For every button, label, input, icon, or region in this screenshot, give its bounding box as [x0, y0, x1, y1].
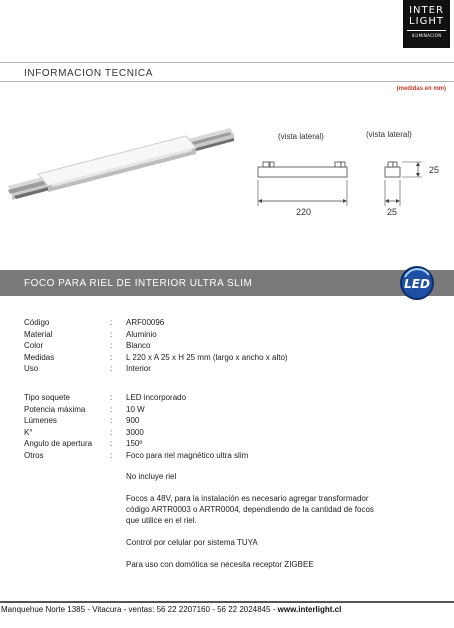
top-divider [0, 62, 454, 63]
note-text: Para uso con domótica se necesita receptor ZIGBEE [126, 560, 314, 569]
spec-row-medidas [24, 352, 434, 364]
spec-label: Lúmenes [24, 416, 57, 425]
technical-drawing [250, 128, 450, 228]
note-tuya [24, 537, 434, 548]
note-text: No incluye riel [126, 472, 177, 481]
magnet-tab-left-2 [270, 162, 274, 167]
note-text: código ARTR0003 o ARTR0004, dependiendo de la cantidad de focos [126, 505, 374, 514]
spec-separator: : [110, 329, 113, 339]
spec-value: Aluminio [126, 329, 157, 339]
spec-label: Otros [24, 450, 44, 460]
footer-address: Manquehue Norte 1385 [1, 605, 86, 614]
side-view-body [258, 167, 347, 177]
spec-value: 900 [126, 416, 140, 425]
spec-separator: : [110, 364, 113, 373]
spec-label: Material [24, 329, 53, 339]
spec-value: Blanco [126, 341, 151, 350]
spec-row-uso [24, 363, 434, 375]
spec-row-color [24, 340, 434, 352]
spec-value: L 220 x A 25 x H 25 mm (largo x ancho x alto) [126, 352, 288, 362]
spec-value: LED incorporado [126, 393, 187, 402]
end-view-tab-2 [393, 162, 397, 167]
spec-separator: : [110, 393, 113, 402]
product-image [8, 124, 236, 204]
spec-label: Color [24, 341, 44, 350]
width-dimension: 25 [387, 207, 398, 217]
footer-separator: - [272, 605, 276, 614]
spec-row-codigo [24, 317, 434, 329]
spec-label: Medidas [24, 352, 55, 362]
footer-phone-2: 56 22 2024845 [217, 605, 271, 614]
logo-line-3: ILUMINACION [407, 30, 446, 38]
spec-sheet [24, 317, 434, 581]
spec-label: Potencia máxima [24, 404, 86, 414]
height-dimension: 25 [429, 165, 440, 175]
spec-value: Interior [126, 364, 151, 373]
footer-separator: - [87, 605, 90, 614]
spec-value: 150º [126, 439, 143, 448]
spec-label: Angulo de apertura [24, 439, 93, 448]
spec-separator: : [110, 450, 113, 460]
led-badge-label: LED [404, 277, 430, 291]
side-view-label-2: (vista lateral) [366, 130, 412, 139]
footer-separator: - [123, 605, 127, 614]
spec-row-tipo-soquete [24, 392, 434, 404]
note-transformer [24, 493, 434, 526]
logo-line-2: LIGHT [409, 16, 444, 27]
spec-row-otros [24, 450, 434, 462]
led-badge [399, 265, 437, 301]
spec-separator: : [110, 318, 113, 327]
footer [1, 605, 454, 614]
side-view-label-1: (vista lateral) [278, 132, 324, 141]
spec-separator: : [110, 352, 113, 362]
brand-logo [403, 0, 450, 48]
product-banner [0, 270, 454, 296]
spec-value: 10 W [126, 404, 145, 414]
spec-row-potencia [24, 404, 434, 416]
spec-separator: : [110, 439, 113, 448]
title-divider [0, 81, 454, 82]
spec-row-kelvin [24, 427, 434, 439]
spec-label: Uso [24, 364, 39, 373]
spec-label: K° [24, 427, 33, 437]
spec-row-material [24, 329, 434, 341]
note-text: que utilice en el riel. [126, 516, 197, 525]
footer-city: Vitacura [92, 605, 122, 614]
website-link[interactable]: www.interlight.cl [277, 605, 342, 614]
length-dimension: 220 [296, 207, 312, 217]
note-text: Focos a 48V, para la instalación es necesario agregar transformador [126, 494, 369, 503]
spec-row-lumenes [24, 415, 434, 427]
footer-separator: - [212, 605, 215, 614]
magnet-tab-left [263, 162, 269, 167]
note-no-rail [24, 471, 434, 482]
spec-row-angulo [24, 438, 434, 450]
note-text: Control por celular por sistema TUYA [126, 538, 258, 547]
footer-divider [0, 601, 454, 603]
spec-label: Código [24, 318, 50, 327]
magnet-tab-right-2 [341, 162, 345, 167]
spec-value: 3000 [126, 427, 144, 437]
units-note: (medidas en mm) [396, 86, 446, 92]
magnet-tab-right [335, 162, 341, 167]
spec-separator: : [110, 341, 113, 350]
spec-separator: : [110, 427, 113, 437]
end-view-body [385, 167, 400, 177]
note-zigbee [24, 559, 434, 570]
spec-separator: : [110, 416, 113, 425]
end-view-tab [388, 162, 393, 167]
product-title: FOCO PARA RIEL DE INTERIOR ULTRA SLIM [24, 278, 253, 289]
spec-value: ARF00096 [126, 318, 165, 327]
logo-line-1: INTER [409, 5, 444, 16]
spec-value: Foco para riel magnético ultra slim [126, 450, 249, 460]
section-title: INFORMACION TECNICA [24, 68, 153, 79]
spec-separator: : [110, 404, 113, 414]
footer-sales-phone: ventas: 56 22 2207160 [128, 605, 210, 614]
spec-label: Tipo soquete [24, 393, 70, 402]
